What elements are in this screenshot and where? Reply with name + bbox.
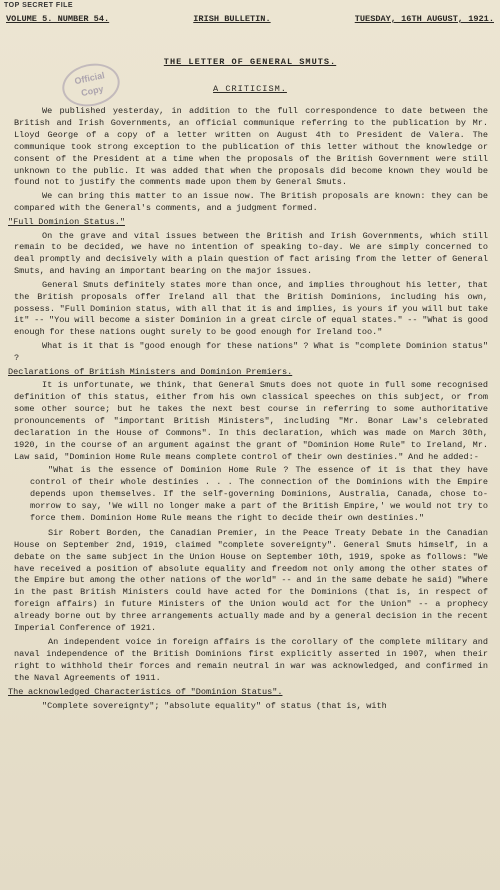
stamp-line-2: Copy [80, 83, 105, 99]
paragraph-grave-issues: On the grave and vital issues between the British and Irish Governments, which still remain to be decided, we have no intention of speaking to-day. We are simply concerned to deal promptly and decisively with a plain question of fact arising from the letter of General Smuts, and having an important bearing on the major issues. [14, 230, 488, 277]
publication-name: IRISH BULLETIN. [193, 14, 271, 24]
paragraph-smuts-states: General Smuts definitely states more than once, and implies throughout his letter, that the British proposals offer Ireland all that the British Dominions, including his own, possess. "Full Dominion status, with all that it is and implies, is yours if you will but take it" -- "You will become a sister Dominion in a great circle of equal states." -- "What is good enough for these nations ought surely to be good enough for Ireland too." [14, 279, 488, 338]
stamp-line-1: Official [73, 70, 106, 87]
article-subtitle: A CRITICISM. [213, 84, 287, 94]
paragraph-issue: We can bring this matter to an issue now. The British proposals are known: they can be compared with the General's comments, and a judgment formed. [14, 190, 488, 213]
file-label: TOP SECRET FILE [4, 2, 74, 9]
paragraph-sovereignty: "Complete sovereignty"; "absolute equality" of status (that is, with [42, 700, 387, 711]
heading-full-dominion-status: "Full Dominion Status." [8, 216, 125, 227]
paragraph-independent-voice: An independent voice in foreign affairs is the corollary of the complete military and naval independence of the British Dominions first explicitly asserted in 1907, when their right to withhold their forces and remain neutral in war was acknowledged, and confirmed in the Naval Agreements of 1911. [14, 636, 488, 683]
bulletin-header [6, 14, 494, 24]
article-body [8, 106, 488, 714]
heading-declarations: Declarations of British Ministers and Dominion Premiers. [8, 366, 293, 377]
paragraph-borden: Sir Robert Borden, the Canadian Premier, in the Peace Treaty Debate in the Canadian House on September 2nd, 1919, claimed "complete sovereignty". General Smuts himself, in a debate on the same subject in the Union House on September 10th, 1919, spoke as follows: "We have received a position of absolute equality and freedom not only among the other states of the Empire but among the other nations of the world" -- and in the same debate he said) "Where in the past British Ministers could have acted for the Dominions (that is, in respect of foreign affairs) in future Ministers of the Union would act for the Union" -- a prophecy already borne out by three arrangements actually made and by a general decision in the recent Imperial Conference of 1921. [14, 527, 488, 634]
article-title: THE LETTER OF GENERAL SMUTS. [163, 57, 337, 67]
heading-characteristics: The acknowledged Characteristics of "Dominion Status". [8, 686, 283, 697]
paragraph-intro: We published yesterday, in addition to the full correspondence to date between the British and Irish Governments, an official communique referring to the publication by Mr. Lloyd George of a copy of a letter written on August 4th to President de Valera. The communique took strong exception to the publication of this letter without the knowledge or consent of the President at a time when the proposals of the British Government were still unknown to the public. It was added that when the proposals did become known they would be found not to justify the comments made upon them by General Smuts. [14, 106, 488, 188]
quote-bonar-law: "What is the essence of Dominion Home Rule ? The essence of it is that they have control of their whole destinies . . . The connection of the Dominions with the Empire depends upon themselves. If the self-governing Dominions, Australia, Canada, chose to-morrow to say, 'We will no longer make a part of the British Empire,' we would not try to force them. Dominion Home Rule means the right to decide their own destinies." [30, 465, 488, 523]
issue-date: TUESDAY, 16TH AUGUST, 1921. [354, 14, 494, 24]
paragraph-question: What is it that is "good enough for these nations" ? What is "complete Dominion status" ? [14, 340, 488, 363]
volume-number: VOLUME 5. NUMBER 54. [6, 14, 110, 24]
paragraph-unfortunate: It is unfortunate, we think, that General Smuts does not quote in full some recognised definition of this status, either from his own classical speeches on this subject, or from some other source; but he takes the next best course in referring to some authoritative pronouncements of "important British Ministers", including "Mr. Bonar Law's celebrated declaration in the House of Commons". In this declaration, which was made on March 30th, 1920, in the course of an argument against the grant of "Dominion Home Rule" to Ireland, Mr. Law said, "Dominion Home Rule means complete control of their own destinies." And he added:- [14, 380, 488, 462]
